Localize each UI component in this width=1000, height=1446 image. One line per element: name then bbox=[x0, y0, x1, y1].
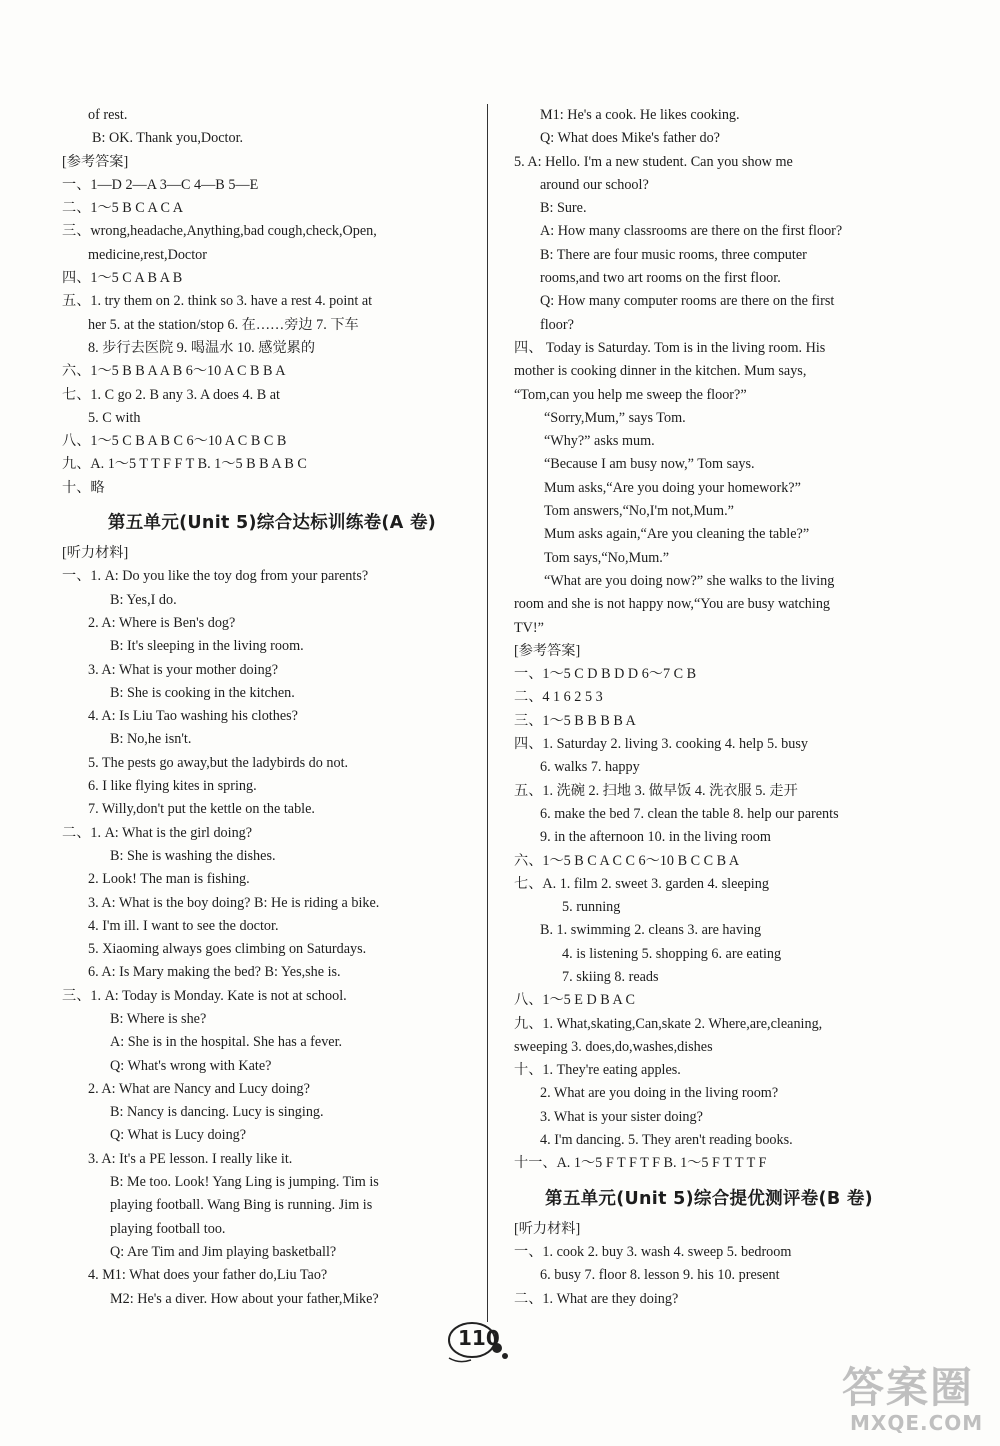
text-line: “Sorry,Mum,” says Tom. bbox=[544, 409, 686, 426]
text-line: 二、4 1 6 2 5 3 bbox=[514, 689, 603, 706]
text-line: 九、1. What,skating,Can,skate 2. Where,are,cleaning, bbox=[514, 1015, 823, 1032]
text-line: around our school? bbox=[540, 176, 649, 193]
text-line: 6. busy 7. floor 8. lesson 9. his 10. present bbox=[540, 1267, 780, 1284]
text-line: her 5. at the station/stop 6. 在……旁边 7. 下车 bbox=[88, 316, 359, 333]
text-line: Q: What is Lucy doing? bbox=[110, 1127, 247, 1144]
text-line: of rest. bbox=[88, 107, 128, 123]
text-line: B: Yes,I do. bbox=[110, 591, 177, 608]
text-line: 一、1—D 2—A 3—C 4—B 5—E bbox=[62, 176, 259, 193]
text-line: TV!” bbox=[514, 619, 544, 636]
text-line: 四、 Today is Saturday. Tom is in the living room. His bbox=[514, 339, 826, 356]
text-line: Q: Are Tim and Jim playing basketball? bbox=[110, 1243, 337, 1260]
text-line: 3. A: What is the boy doing? B: He is riding a bike. bbox=[88, 894, 380, 911]
text-line: 4. I'm dancing. 5. They aren't reading books. bbox=[540, 1132, 793, 1149]
text-line: 4. is listening 5. shopping 6. are eating bbox=[562, 945, 782, 962]
left-column bbox=[62, 104, 482, 1311]
text-line: 4. M1: What does your father do,Liu Tao? bbox=[88, 1267, 328, 1284]
text-line: M2: He's a diver. How about your father,Mike? bbox=[110, 1290, 379, 1307]
text-line: 5. The pests go away,but the ladybirds do not. bbox=[88, 754, 349, 771]
text-line: 五、1. 洗碗 2. 扫地 3. 做早饭 4. 洗衣服 5. 走开 bbox=[514, 782, 798, 799]
text-line: 三、wrong,headache,Anything,bad cough,check,Open, bbox=[62, 223, 377, 240]
section-label: [参考答案] bbox=[514, 642, 581, 659]
text-line: playing football. Wang Bing is running. Jim is bbox=[110, 1197, 373, 1214]
text-line: Tom says,“No,Mum.” bbox=[544, 549, 670, 566]
text-line: B: OK. Thank you,Doctor. bbox=[92, 130, 244, 147]
text-line: 8. 步行去医院 9. 喝温水 10. 感觉累的 bbox=[88, 339, 316, 356]
text-line: 六、1～5 B B A A B 6～10 A C B B A bbox=[62, 363, 286, 380]
section-label: [听力材料] bbox=[62, 545, 129, 562]
text-line: Mum asks,“Are you doing your homework?” bbox=[544, 479, 801, 496]
text-line: 四、1. Saturday 2. living 3. cooking 4. help 5. busy bbox=[514, 736, 808, 753]
text-line: 十、1. They're eating apples. bbox=[514, 1062, 681, 1079]
text-line: 4. I'm ill. I want to see the doctor. bbox=[88, 917, 279, 934]
text-line: Q: How many computer rooms are there on the first bbox=[540, 293, 835, 310]
text-line: B. 1. swimming 2. cleans 3. are having bbox=[540, 922, 762, 939]
text-line: 十、略 bbox=[62, 479, 105, 496]
section-label: [听力材料] bbox=[514, 1220, 581, 1237]
text-line: medicine,rest,Doctor bbox=[88, 246, 207, 263]
text-line: playing football too. bbox=[110, 1220, 226, 1237]
watermark-text-cn: 答案圈 bbox=[842, 1363, 975, 1412]
section-label: [参考答案] bbox=[62, 153, 129, 170]
text-line: 5. C with bbox=[88, 409, 141, 426]
page-number-badge bbox=[445, 1318, 515, 1368]
text-line: 2. A: Where is Ben's dog? bbox=[88, 614, 236, 631]
text-line: 3. What is your sister doing? bbox=[540, 1108, 703, 1125]
text-line: 八、1～5 E D B A C bbox=[514, 992, 636, 1009]
text-line: A: How many classrooms are there on the first floor? bbox=[540, 223, 843, 240]
text-line: 一、1. A: Do you like the toy dog from your parents? bbox=[62, 568, 369, 585]
text-line: 三、1. A: Today is Monday. Kate is not at school. bbox=[62, 987, 347, 1004]
text-line: 9. in the afternoon 10. in the living room bbox=[540, 829, 771, 846]
text-line: rooms,and two art rooms on the first floor. bbox=[540, 270, 781, 287]
section-heading: 第五单元(Unit 5)综合达标训练卷(A 卷) bbox=[107, 513, 437, 534]
text-line: “What are you doing now?” she walks to the living bbox=[544, 572, 835, 589]
text-line: B: Sure. bbox=[540, 200, 587, 217]
text-line: Q: What's wrong with Kate? bbox=[110, 1057, 272, 1074]
text-line: 五、1. try them on 2. think so 3. have a rest 4. point at bbox=[62, 293, 373, 310]
text-line: 二、1. A: What is the girl doing? bbox=[62, 824, 253, 841]
text-line: 2. A: What are Nancy and Lucy doing? bbox=[88, 1080, 310, 1097]
text-line: 6. walks 7. happy bbox=[540, 759, 640, 776]
watermark-logo bbox=[842, 1355, 992, 1440]
text-line: Tom answers,“No,I'm not,Mum.” bbox=[544, 503, 734, 520]
text-line: “Tom,can you help me sweep the floor?” bbox=[514, 386, 747, 403]
text-line: B: It's sleeping in the living room. bbox=[110, 638, 304, 655]
text-line: A: She is in the hospital. She has a fever. bbox=[110, 1034, 343, 1051]
text-line: 6. make the bed 7. clean the table 8. help our parents bbox=[540, 805, 839, 822]
text-line: 三、1～5 B B B B A bbox=[514, 712, 636, 729]
text-line: 一、1. cook 2. buy 3. wash 4. sweep 5. bedroom bbox=[514, 1243, 792, 1260]
section-heading: 第五单元(Unit 5)综合提优测评卷(B 卷) bbox=[545, 1188, 873, 1209]
text-line: Mum asks again,“Are you cleaning the table?” bbox=[544, 526, 810, 543]
text-line: M1: He's a cook. He likes cooking. bbox=[540, 107, 740, 123]
text-line: 六、1～5 B C A C C 6～10 B C C B A bbox=[514, 852, 740, 869]
text-line: 二、1～5 B C A C A bbox=[62, 200, 184, 217]
text-line: B: Nancy is dancing. Lucy is singing. bbox=[110, 1104, 324, 1121]
text-line: B: Where is she? bbox=[110, 1010, 207, 1027]
text-line: 七、1. C go 2. B any 3. A does 4. B at bbox=[62, 386, 280, 403]
text-line: 3. A: What is your mother doing? bbox=[88, 661, 279, 678]
text-line: 2. What are you doing in the living room? bbox=[540, 1085, 779, 1102]
text-line: B: Me too. Look! Yang Ling is jumping. Tim is bbox=[110, 1174, 379, 1191]
text-line: 7. skiing 8. reads bbox=[562, 968, 659, 985]
text-line: 6. A: Is Mary making the bed? B: Yes,she is. bbox=[88, 964, 341, 981]
text-line: 6. I like flying kites in spring. bbox=[88, 778, 257, 795]
text-line: 7. Willy,don't put the kettle on the table. bbox=[88, 801, 315, 818]
text-line: B: She is cooking in the kitchen. bbox=[110, 684, 295, 701]
text-line: “Because I am busy now,” Tom says. bbox=[544, 456, 755, 473]
text-line: 5. A: Hello. I'm a new student. Can you show me bbox=[514, 153, 793, 170]
text-line: 八、1～5 C B A B C 6～10 A C B C B bbox=[62, 433, 287, 450]
text-line: B: She is washing the dishes. bbox=[110, 847, 276, 864]
text-line: floor? bbox=[540, 316, 574, 333]
text-line: 2. Look! The man is fishing. bbox=[88, 871, 250, 888]
text-line: mother is cooking dinner in the kitchen. Mum says, bbox=[514, 363, 807, 380]
text-line: 4. A: Is Liu Tao washing his clothes? bbox=[88, 708, 298, 725]
text-line: room and she is not happy now,“You are busy watching bbox=[514, 596, 831, 613]
page-number: 110 bbox=[458, 1326, 500, 1350]
text-line: 5. running bbox=[562, 899, 621, 916]
right-column bbox=[514, 104, 904, 1311]
text-line: 四、1～5 C A B A B bbox=[62, 270, 183, 287]
text-line: 七、A. 1. film 2. sweet 3. garden 4. sleeping bbox=[514, 875, 769, 892]
watermark-text-en: MXQE.COM bbox=[850, 1411, 984, 1435]
text-line: “Why?” asks mum. bbox=[544, 433, 655, 450]
column-divider bbox=[487, 104, 488, 1322]
text-line: 一、1～5 C D B D D 6～7 C B bbox=[514, 666, 697, 683]
text-line: 十一、A. 1～5 F T F T F B. 1～5 F T T T F bbox=[514, 1155, 767, 1172]
text-line: 5. Xiaoming always goes climbing on Saturdays. bbox=[88, 941, 367, 958]
text-line: sweeping 3. does,do,washes,dishes bbox=[514, 1038, 713, 1055]
text-line: B: No,he isn't. bbox=[110, 731, 192, 748]
text-line: Q: What does Mike's father do? bbox=[540, 130, 720, 147]
text-line: 九、A. 1～5 T T F F T B. 1～5 B B A B C bbox=[62, 456, 307, 473]
text-line: B: There are four music rooms, three computer bbox=[540, 246, 807, 263]
text-line: 二、1. What are they doing? bbox=[514, 1290, 679, 1307]
text-line: 3. A: It's a PE lesson. I really like it. bbox=[88, 1150, 293, 1167]
